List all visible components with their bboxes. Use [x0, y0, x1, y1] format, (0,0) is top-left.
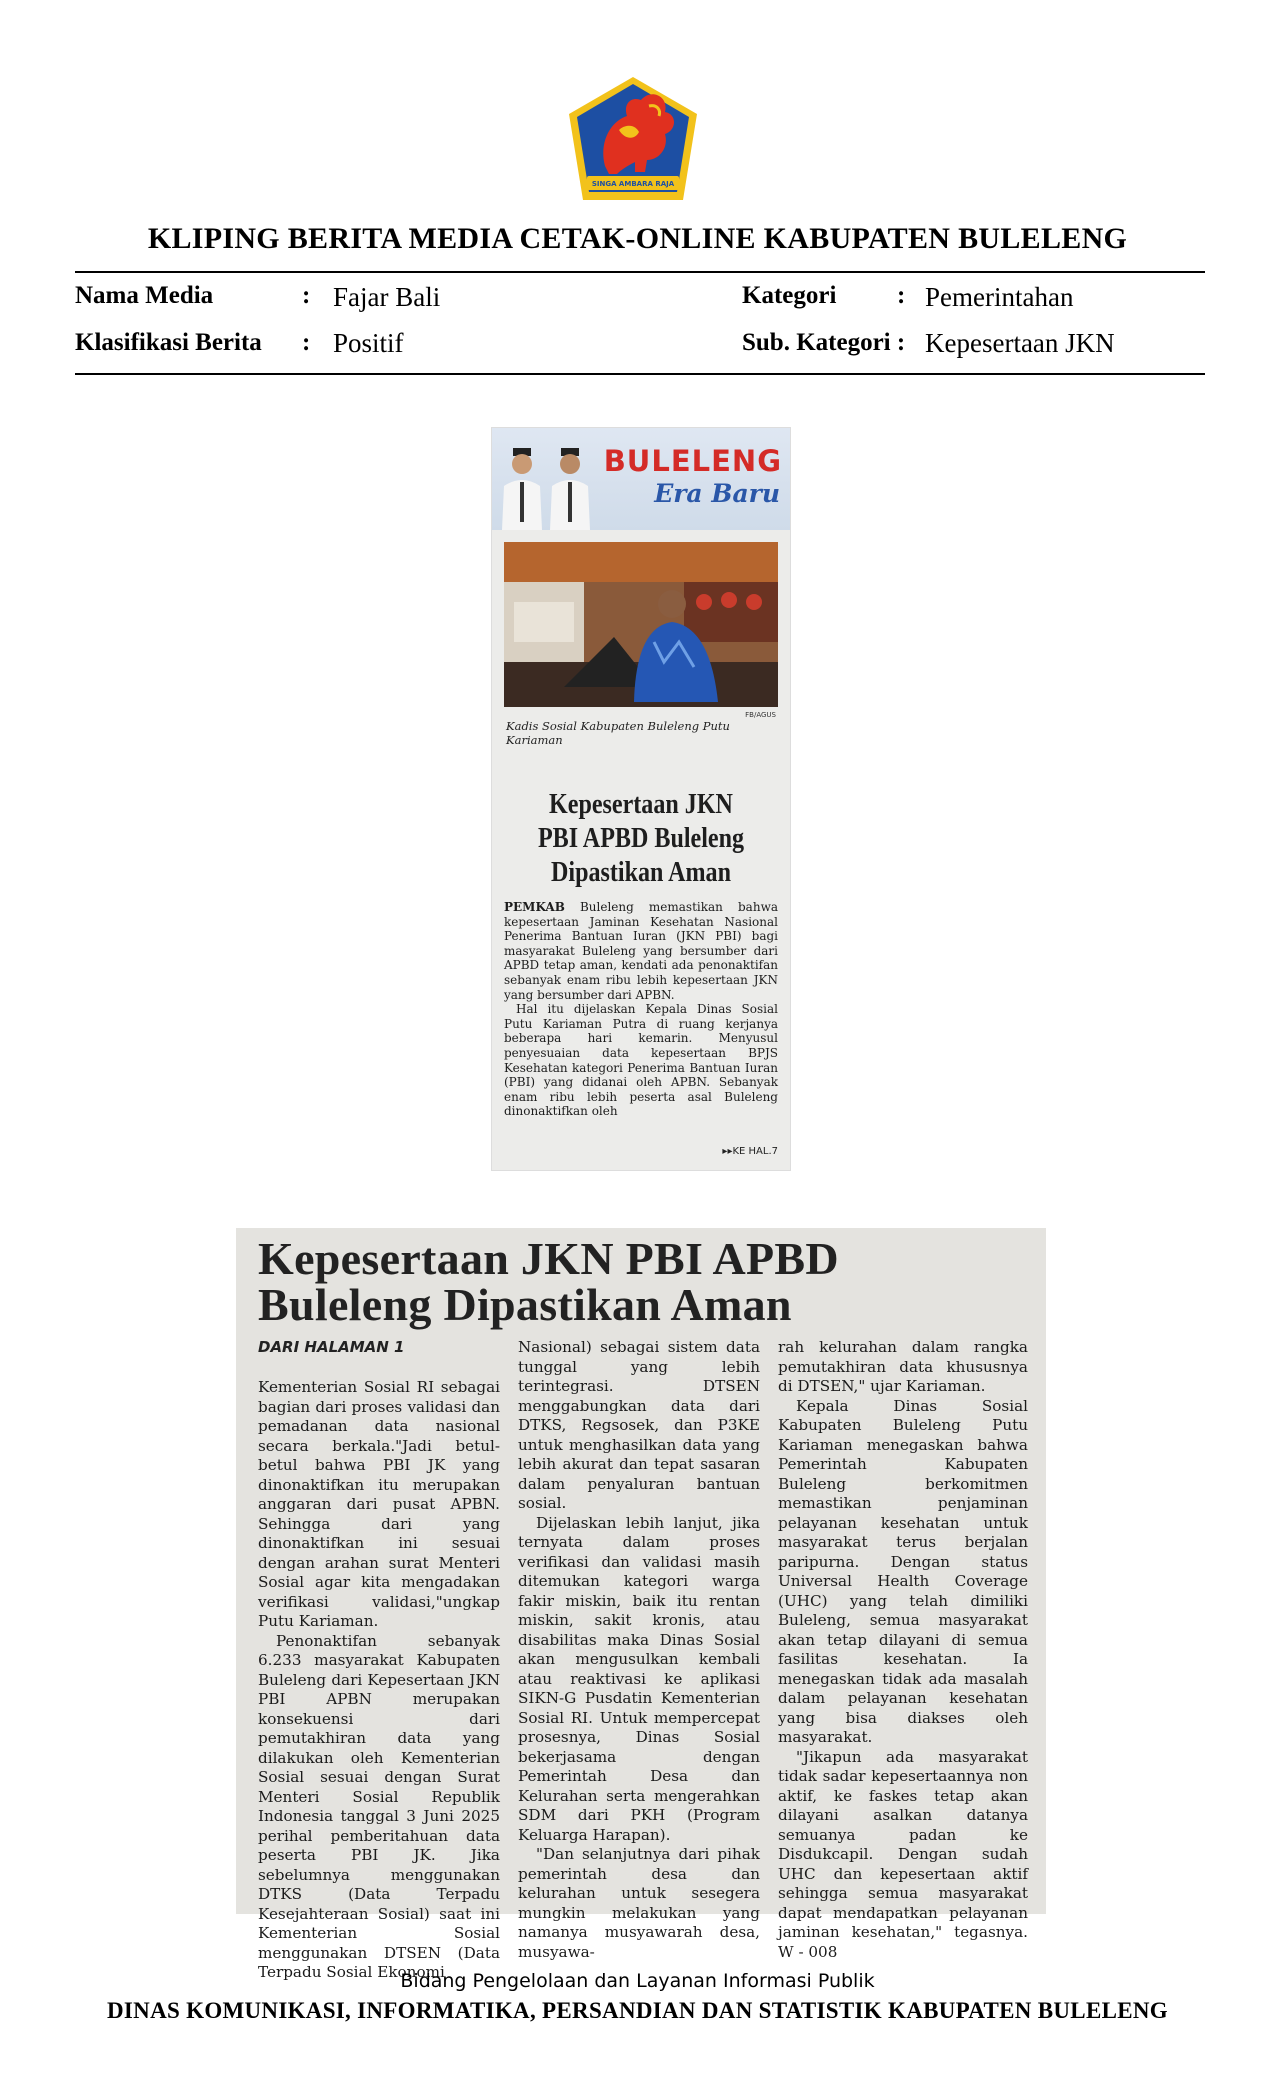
from-page-label: DARI HALAMAN 1: [258, 1338, 405, 1356]
page-title: KLIPING BERITA MEDIA CETAK-ONLINE KABUPATEN BULELENG: [147, 222, 1128, 255]
paragraph-text: Buleleng memastikan bahwa kepesertaan Jaminan Kesehatan Nasional Penerima Bantuan Iuran (JKN PBI) bagi masyarakat Buleleng yang bersumber dari APBD tetap aman, kendati ada penonaktifan sebanyak enam ribu lebih kepesertaan JKN yang bersumber dari APBN.: [504, 900, 778, 1002]
kategori-value: Pemerintahan: [925, 282, 1074, 312]
paragraph: Kepala Dinas Sosial Kabupaten Buleleng Putu Kariaman menegaskan bahwa Pemerintah Kabupaten Buleleng berkomitmen memastikan penjaminan pelayanan kesehatan untuk masyarakat terus berjalan paripurna. Dengan status Universal Health Coverage (UHC) yang telah dimiliki Buleleng, semua masyarakat akan tetap dilayani di semua fasilitas kesehatan. Ia menegaskan tidak ada masalah dalam pelayanan kesehatan yang bisa diakses oleh masyarakat.: [778, 1396, 1028, 1746]
photo-caption: Kadis Sosial Kabupaten Buleleng Putu Kariaman: [506, 719, 730, 747]
headline-line: Dipastikan Aman: [550, 857, 731, 888]
lion-crest-icon: [565, 74, 701, 204]
headline-line: Buleleng Dipastikan Aman: [258, 1279, 792, 1330]
headline: [513, 788, 769, 890]
article-column-3: [778, 1338, 1028, 1962]
section-subbrand: Era Baru: [654, 479, 780, 508]
subkategori-value: Kepesertaan JKN: [925, 328, 1115, 358]
section-brand: BULELENG: [603, 444, 782, 478]
klasifikasi-value: Positif: [333, 328, 404, 358]
paragraph: Hal itu dijelaskan Kepala Dinas Sosial Putu Kariaman Putra di ruang kerjanya beberapa hari kemarin. Menyusul penyesuaian data kepesertaan BPJS Kesehatan kategori Penerima Bantuan Iuran (PBI) yang didanai oleh APBN. Sebanyak enam ribu lebih peserta asal Buleleng dinonaktifkan oleh: [504, 1002, 778, 1119]
official-photo-icon: [548, 446, 592, 530]
section-header: [492, 428, 790, 530]
kategori-label: Kategori: [742, 282, 837, 309]
photo-credit: FB/AGUS: [745, 711, 776, 719]
official-photo-icon: [500, 446, 544, 530]
lead-word: PEMKAB: [504, 900, 565, 914]
headline-line: Kepesertaan JKN: [549, 789, 733, 820]
paragraph: Kementerian Sosial RI sebagai bagian dari proses validasi dan pemadanan data nasional secara berkala."Jadi betul-betul bahwa PBI JK yang dinonaktifkan itu merupakan anggaran dari pusat APBN. Sehingga dari yang dinonaktifkan ini sesuai dengan arahan surat Menteri Sosial agar kita mengadakan verifikasi validasi,"ungkap Putu Kariaman.: [258, 1378, 500, 1630]
continuation-headline: [258, 1233, 1038, 1330]
media-label: Nama Media: [75, 282, 214, 309]
article-column-2: [518, 1338, 760, 1962]
news-photo: [504, 542, 778, 707]
article-column-1: [258, 1378, 500, 1983]
divider-bottom: [75, 373, 1205, 375]
continued-marker: ▸▸KE HAL.7: [722, 1146, 778, 1157]
paragraph: "Dan selanjutnya dari pihak pemerintah desa dan kelurahan untuk sesegera mungkin melakukan yang namanya musyawarah desa, musyawa-: [518, 1845, 760, 1961]
divider-top: [75, 271, 1205, 273]
footer-agency: DINAS KOMUNIKASI, INFORMATIKA, PERSANDIAN DAN STATISTIK KABUPATEN BULELENG: [107, 1998, 1168, 2023]
klasifikasi-label: Klasifikasi Berita: [75, 329, 262, 356]
logo-motto: SINGA AMBARA RAJA: [591, 180, 675, 188]
paragraph: "Jikapun ada masyarakat tidak sadar kepesertaannya non aktif, ke faskes tetap akan dilayani asalkan datanya semuanya padan ke Disdukcapil. Dengan sudah UHC dan kepesertaan aktif sehingga semua masyarakat dapat mendapatkan pelayanan jaminan kesehatan," tegasnya. W - 008: [778, 1747, 1028, 1961]
media-colon: :: [302, 282, 311, 309]
newspaper-clip-front: [492, 428, 790, 1170]
subkategori-label: Sub. Kategori :: [742, 329, 906, 356]
media-value: Fajar Bali: [333, 282, 441, 312]
article-body: [504, 900, 778, 1119]
paragraph: Dijelaskan lebih lanjut, jika ternyata dalam proses verifikasi dan validasi masih ditemukan kategori warga fakir miskin, baik itu rentan miskin, sakit kronis, atau disabilitas maka Dinas Sosial akan mengusulkan kembali atau reaktivasi ke aplikasi SIKN-G Pusdatin Kementerian Sosial RI. Untuk mempercepat prosesnya, Dinas Sosial bekerjasama dengan Pemerintah Desa dan Kelurahan serta mengerahkan SDM dari PKH (Program Keluarga Harapan).: [518, 1513, 760, 1844]
paragraph: [504, 900, 778, 1002]
footer-division: Bidang Pengelolaan dan Layanan Informasi Publik: [400, 1970, 875, 1992]
paragraph: Nasional) sebagai sistem data tunggal yang lebih terintegrasi. DTSEN menggabungkan data dari DTKS, Regsosek, dan P3KE untuk menghasilkan data yang lebih akurat dan tepat sasaran dalam penyaluran bantuan sosial.: [518, 1338, 760, 1512]
klasifikasi-colon: :: [302, 329, 311, 356]
paragraph: Penonaktifan sebanyak 6.233 masyarakat Kabupaten Buleleng dari Kepesertaan JKN PBI APBN merupakan konsekuensi dari pemutakhiran data yang dilakukan oleh Kementerian Sosial sesuai dengan Surat Menteri Sosial Republik Indonesia tanggal 3 Juni 2025 perihal pemberitahuan data peserta PBI JK. Jika sebelumnya menggunakan DTKS (Data Terpadu Kesejahteraan Sosial) saat ini Kementerian Sosial menggunakan DTSEN (Data Terpadu Sosial Ekonomi: [258, 1631, 500, 1981]
kategori-colon: :: [897, 282, 906, 309]
paragraph: rah kelurahan dalam rangka pemutakhiran data khususnya di DTSEN," ujar Kariaman.: [778, 1338, 1028, 1395]
headline-line: Kepesertaan JKN PBI APBD: [258, 1233, 839, 1284]
headline-line: PBI APBD Buleleng: [537, 823, 745, 854]
